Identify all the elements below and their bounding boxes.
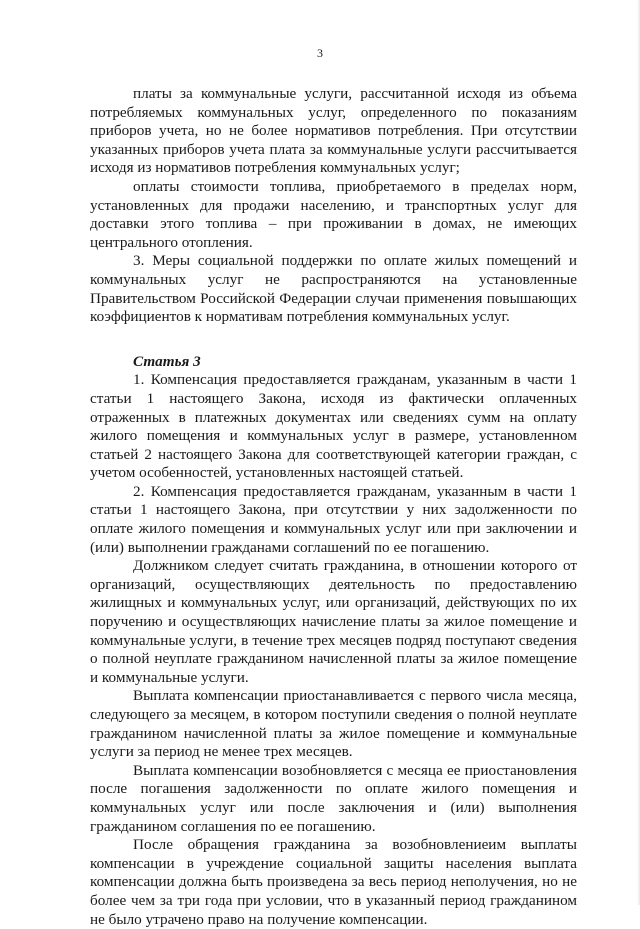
page-number: 3 [317,46,323,60]
article-3-paragraph-suspension: Выплата компенсации приостанавливается с первого числа месяца, следующего за месяцем, в котором поступили сведения о полной неуплате гражданином начисленной платы за жилое помещение и коммунальные услуги за период не менее трех месяцев. [90,687,577,761]
article-3-paragraph-1: 1. Компенсация предоставляется гражданам, указанным в части 1 статьи 1 настоящего Закона, исходя из фактически оплаченных отраженных в платежных документах или сведениях сумм на оплату жилого помещения и коммунальных услуг в размере, установленном статьей 2 настоящего Закона для соответствующей категории граждан, с учетом особенностей, установленных настоящей статьей. [90,371,577,482]
article-3-paragraph-2: 2. Компенсация предоставляется гражданам, указанным в части 1 статьи 1 настоящего Закона, при отсутствии у них задолженности по оплате жилого помещения и коммунальных услуг или при заключении и (или) выполнении гражданами соглашений по ее погашению. [90,482,577,556]
article-3-paragraph-resumption: Выплата компенсации возобновляется с месяца ее приостановления после погашения задолженности по оплате жилого помещения и коммунальных услуг или после заключения и (или) выполнения гражданином соглашения по ее погашению. [90,761,577,835]
article-3-paragraph-debtor: Должником следует считать гражданина, в отношении которого от организаций, осуществляющих деятельность по предоставлению жилищных и коммунальных услуг, или организаций, действующих по их поручению и осуществляющих начисление платы за жилое помещение и коммунальные услуги, в течение трех месяцев подряд поступают сведения о полной неуплате гражданином начисленной платы за жилое помещение и коммунальные услуги. [90,557,577,686]
article-title: Статья 3 [133,352,201,370]
paragraph-fuel-payment: оплаты стоимости топлива, приобретаемого в пределах норм, установленных для продажи населению, и транспортных услуг для доставки этого топлива – при проживании в домах, не имеющих центрального отопления. [90,177,577,251]
paragraph-support-exclusions: 3. Меры социальной поддержки по оплате жилых помещений и коммунальных услуг не распространяются на установленные Правительством Российской Федерации случаи применения повышающих коэффициентов к нормативам потребления коммунальных услуг. [90,252,577,326]
article-3-paragraph-backpay: После обращения гражданина за возобновлениеим выплаты компенсации в учреждение социальной защиты населения выплата компенсации должна быть произведена за весь период неполучения, но не более чем за три года при условии, что в указанный период гражданином не было утрачено право на получение компенсации. [90,836,577,928]
paragraph-payment-utilities: платы за коммунальные услуги, рассчитанной исходя из объема потребляемых коммунальных услуг, определенного по показаниям приборов учета, но не более нормативов потребления. При отсутствии указанных приборов учета плата за коммунальные услуги рассчитывается исходя из нормативов потребления коммунальных услуг; [90,85,577,177]
section-spacer [90,327,577,353]
document-body [90,85,577,929]
